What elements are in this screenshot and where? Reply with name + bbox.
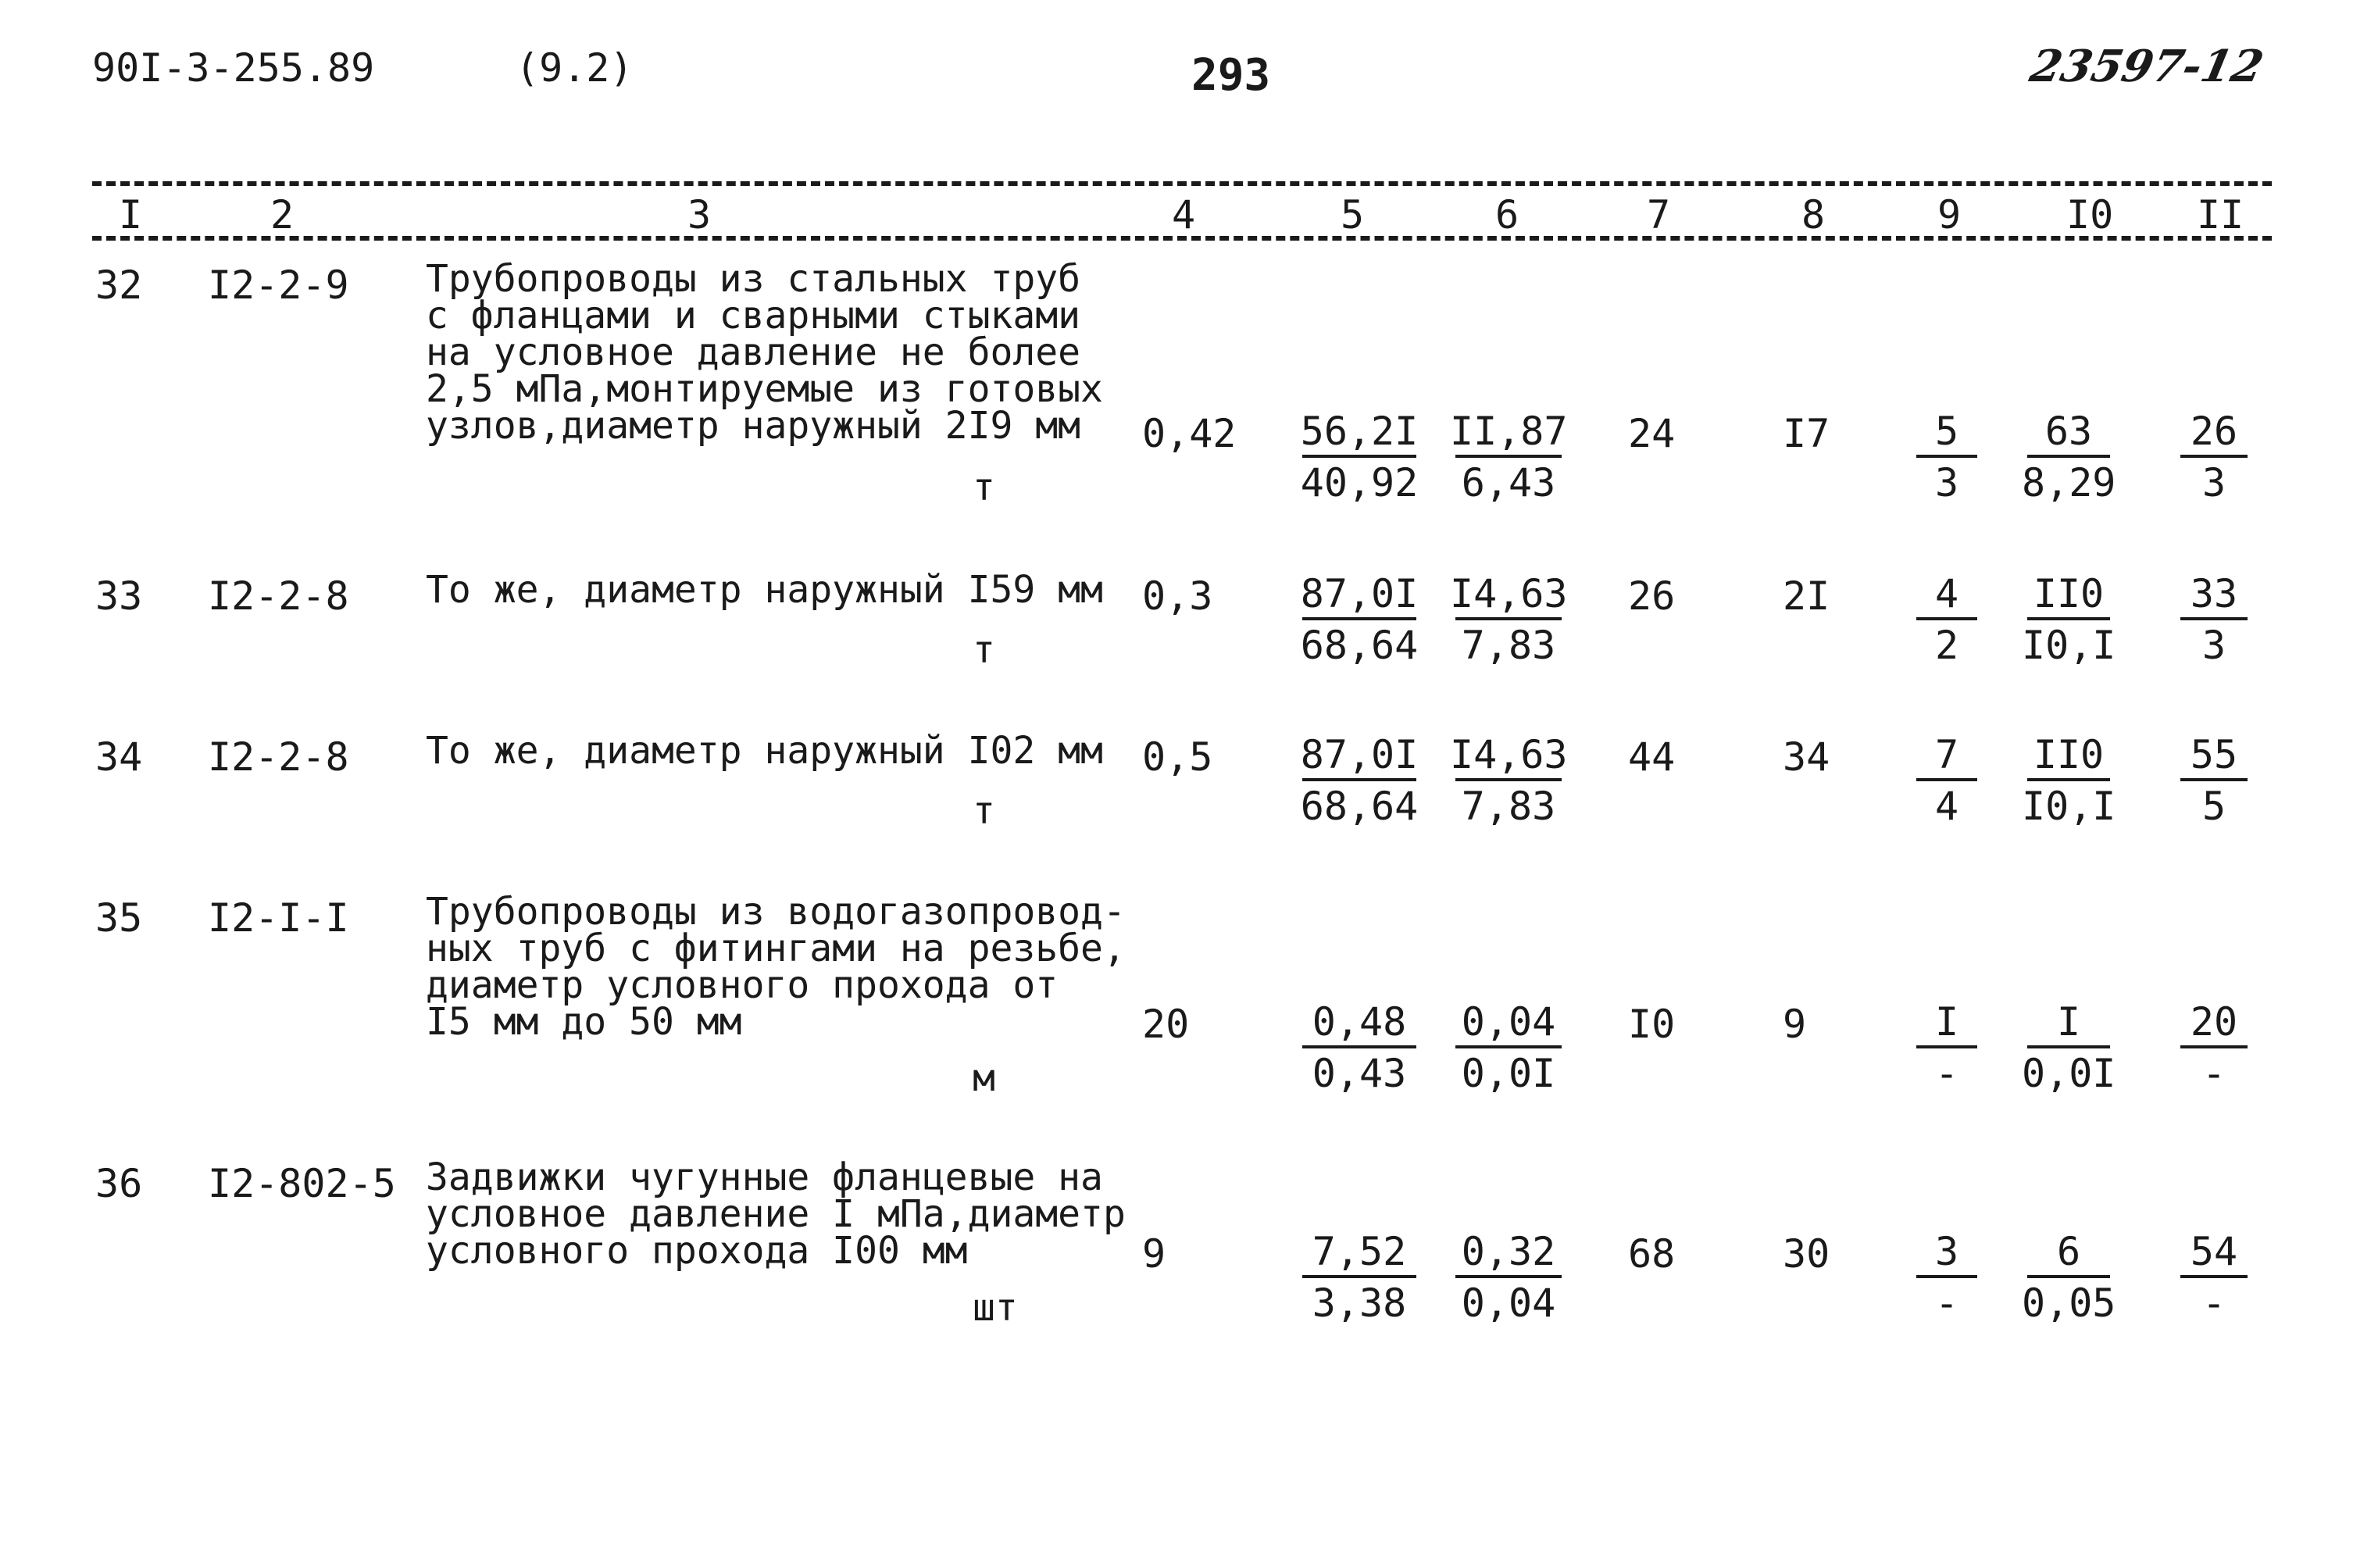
fraction-denominator: 0,0I bbox=[1461, 1051, 1556, 1096]
row-number: 33 bbox=[95, 573, 143, 619]
unit-of-measure: м bbox=[973, 1056, 995, 1100]
rate-code: I2-I-I bbox=[208, 895, 349, 941]
description-line: Трубопроводы из стальных труб bbox=[426, 257, 1081, 301]
column-number-5: 5 bbox=[1341, 192, 1365, 238]
column-number-3: 3 bbox=[687, 192, 712, 238]
description-line: ных труб с фитингами на резьбе, bbox=[426, 927, 1126, 970]
fraction-numerator: 20 bbox=[2190, 999, 2238, 1045]
description-line: с фланцами и сварными стыками bbox=[426, 294, 1081, 338]
rate-code: I2-2-8 bbox=[208, 573, 349, 619]
fraction-numerator: 4 bbox=[1934, 571, 1959, 616]
fraction-denominator: - bbox=[2201, 1280, 2226, 1326]
fraction-numerator: II0 bbox=[2033, 732, 2105, 777]
fraction-denominator: 4 bbox=[1934, 784, 1959, 829]
fraction-c11 bbox=[2175, 731, 2253, 831]
fraction-denominator: 3 bbox=[2201, 460, 2226, 505]
fraction-denominator: 7,83 bbox=[1461, 623, 1556, 668]
fraction-c9 bbox=[1911, 731, 1983, 831]
fraction-c10 bbox=[2022, 731, 2116, 831]
work-description bbox=[426, 568, 1129, 612]
column-number-9: 9 bbox=[1937, 192, 1962, 238]
quantity: 9 bbox=[1142, 1231, 1166, 1277]
sheet-handwritten-number: 23597-12 bbox=[2025, 41, 2269, 92]
fraction-c5 bbox=[1297, 570, 1422, 670]
column-number-1: I bbox=[119, 192, 143, 238]
fraction-denominator: 3 bbox=[1934, 460, 1959, 505]
fraction-numerator: 87,0I bbox=[1300, 732, 1419, 777]
unit-of-measure: т bbox=[973, 789, 995, 833]
fraction-denominator: 5 bbox=[2201, 784, 2226, 829]
rate-code: I2-2-8 bbox=[208, 734, 349, 780]
column-number-8: 8 bbox=[1801, 192, 1826, 238]
unit-of-measure: шт bbox=[973, 1286, 1018, 1330]
fraction-denominator: 68,64 bbox=[1300, 623, 1419, 668]
description-line: То же, диаметр наружный I59 мм bbox=[426, 568, 1103, 612]
row-number: 32 bbox=[95, 263, 143, 308]
quantity: 0,3 bbox=[1142, 573, 1213, 619]
fraction-denominator: 8,29 bbox=[2022, 460, 2116, 505]
column-number-7: 7 bbox=[1647, 192, 1671, 238]
fraction-denominator: 0,05 bbox=[2022, 1280, 2116, 1326]
fraction-numerator: 33 bbox=[2190, 571, 2238, 616]
fraction-c11 bbox=[2175, 998, 2253, 1098]
description-line: То же, диаметр наружный I02 мм bbox=[426, 729, 1103, 773]
work-description bbox=[426, 257, 1129, 448]
column-number-2: 2 bbox=[270, 192, 295, 238]
fraction-denominator: 40,92 bbox=[1300, 460, 1419, 505]
column-7-value: 44 bbox=[1628, 734, 1676, 780]
description-line: I5 мм до 50 мм bbox=[426, 1000, 742, 1044]
fraction-numerator: I4,63 bbox=[1450, 571, 1568, 616]
description-line: условного прохода I00 мм bbox=[426, 1229, 968, 1273]
column-8-value: 2I bbox=[1783, 573, 1830, 619]
fraction-c6 bbox=[1450, 570, 1567, 670]
fraction-numerator: 0,48 bbox=[1312, 999, 1407, 1045]
column-7-value: 26 bbox=[1628, 573, 1676, 619]
fraction-denominator: 3 bbox=[2201, 623, 2226, 668]
work-description bbox=[426, 890, 1129, 1044]
fraction-denominator: 2 bbox=[1934, 623, 1959, 668]
description-line: условное давление I мПа,диаметр bbox=[426, 1192, 1126, 1236]
fraction-numerator: 0,04 bbox=[1461, 999, 1556, 1045]
column-8-value: 34 bbox=[1783, 734, 1830, 780]
document-number: 90I-3-255.89 bbox=[92, 45, 375, 91]
column-8-value: I7 bbox=[1783, 411, 1830, 456]
fraction-c10 bbox=[2022, 998, 2116, 1098]
fraction-denominator: 0,0I bbox=[2022, 1051, 2116, 1096]
fraction-c9 bbox=[1911, 998, 1983, 1098]
fraction-c11 bbox=[2175, 570, 2253, 670]
fraction-denominator: I0,I bbox=[2022, 784, 2116, 829]
fraction-c5 bbox=[1297, 731, 1422, 831]
fraction-denominator: - bbox=[1934, 1051, 1959, 1096]
quantity: 0,42 bbox=[1142, 411, 1237, 456]
row-number: 36 bbox=[95, 1161, 143, 1206]
unit-of-measure: т bbox=[973, 466, 995, 509]
fraction-numerator: 7,52 bbox=[1312, 1229, 1407, 1274]
rate-code: I2-802-5 bbox=[208, 1161, 396, 1206]
fraction-denominator: 68,64 bbox=[1300, 784, 1419, 829]
fraction-denominator: 3,38 bbox=[1312, 1280, 1407, 1326]
row-number: 35 bbox=[95, 895, 143, 941]
fraction-denominator: 0,04 bbox=[1461, 1280, 1556, 1326]
description-line: 2,5 мПа,монтируемые из готовых bbox=[426, 367, 1103, 411]
column-number-4: 4 bbox=[1172, 192, 1196, 238]
fraction-c6 bbox=[1450, 408, 1567, 508]
fraction-denominator: - bbox=[1934, 1280, 1959, 1326]
fraction-numerator: II0 bbox=[2033, 571, 2105, 616]
fraction-denominator: - bbox=[2201, 1051, 2226, 1096]
fraction-c11 bbox=[2175, 408, 2253, 508]
column-number-10: I0 bbox=[2066, 192, 2114, 238]
fraction-numerator: I4,63 bbox=[1450, 732, 1568, 777]
fraction-denominator: 0,43 bbox=[1312, 1051, 1407, 1096]
fraction-numerator: 87,0I bbox=[1300, 571, 1419, 616]
fraction-numerator: 63 bbox=[2044, 409, 2093, 454]
fraction-denominator: I0,I bbox=[2022, 623, 2116, 668]
fraction-numerator: I bbox=[1934, 999, 1959, 1045]
fraction-c9 bbox=[1911, 570, 1983, 670]
column-7-value: 68 bbox=[1628, 1231, 1676, 1277]
work-description bbox=[426, 729, 1129, 773]
column-8-value: 30 bbox=[1783, 1231, 1830, 1277]
quantity: 0,5 bbox=[1142, 734, 1213, 780]
fraction-numerator: II,87 bbox=[1450, 409, 1568, 454]
fraction-c6 bbox=[1450, 998, 1567, 1098]
fraction-numerator: 54 bbox=[2190, 1229, 2238, 1274]
description-line: Трубопроводы из водогазопровод- bbox=[426, 890, 1126, 934]
fraction-denominator: 7,83 bbox=[1461, 784, 1556, 829]
fraction-c10 bbox=[2022, 570, 2116, 670]
column-8-value: 9 bbox=[1783, 1002, 1807, 1047]
fraction-numerator: 0,32 bbox=[1461, 1229, 1556, 1274]
fraction-numerator: 5 bbox=[1934, 409, 1959, 454]
fraction-numerator: I bbox=[2056, 999, 2081, 1045]
fraction-c10 bbox=[2022, 1228, 2116, 1328]
column-number-6: 6 bbox=[1495, 192, 1519, 238]
table-top-rule bbox=[92, 181, 2272, 186]
fraction-numerator: 56,2I bbox=[1300, 409, 1419, 454]
fraction-denominator: 6,43 bbox=[1461, 460, 1556, 505]
page-number: 293 bbox=[1191, 50, 1271, 101]
column-7-value: 24 bbox=[1628, 411, 1676, 456]
fraction-c5 bbox=[1297, 1228, 1422, 1328]
description-line: узлов,диаметр наружный 2I9 мм bbox=[426, 404, 1081, 448]
column-number-11: II bbox=[2197, 192, 2244, 238]
description-line: диаметр условного прохода от bbox=[426, 963, 1059, 1007]
rate-code: I2-2-9 bbox=[208, 263, 349, 308]
fraction-c6 bbox=[1450, 1228, 1567, 1328]
fraction-numerator: 55 bbox=[2190, 732, 2238, 777]
fraction-c11 bbox=[2175, 1228, 2253, 1328]
section-number: (9.2) bbox=[516, 45, 634, 91]
fraction-c6 bbox=[1450, 731, 1567, 831]
fraction-c9 bbox=[1911, 1228, 1983, 1328]
fraction-c9 bbox=[1911, 408, 1983, 508]
fraction-c5 bbox=[1297, 408, 1422, 508]
description-line: на условное давление не более bbox=[426, 330, 1081, 374]
row-number: 34 bbox=[95, 734, 143, 780]
fraction-numerator: 6 bbox=[2056, 1229, 2081, 1274]
fraction-numerator: 26 bbox=[2190, 409, 2238, 454]
fraction-c10 bbox=[2022, 408, 2116, 508]
work-description bbox=[426, 1155, 1129, 1273]
quantity: 20 bbox=[1142, 1002, 1190, 1047]
fraction-numerator: 7 bbox=[1934, 732, 1959, 777]
fraction-c5 bbox=[1297, 998, 1422, 1098]
description-line: Задвижки чугунные фланцевые на bbox=[426, 1155, 1103, 1199]
column-7-value: I0 bbox=[1628, 1002, 1676, 1047]
fraction-numerator: 3 bbox=[1934, 1229, 1959, 1274]
unit-of-measure: т bbox=[973, 628, 995, 672]
